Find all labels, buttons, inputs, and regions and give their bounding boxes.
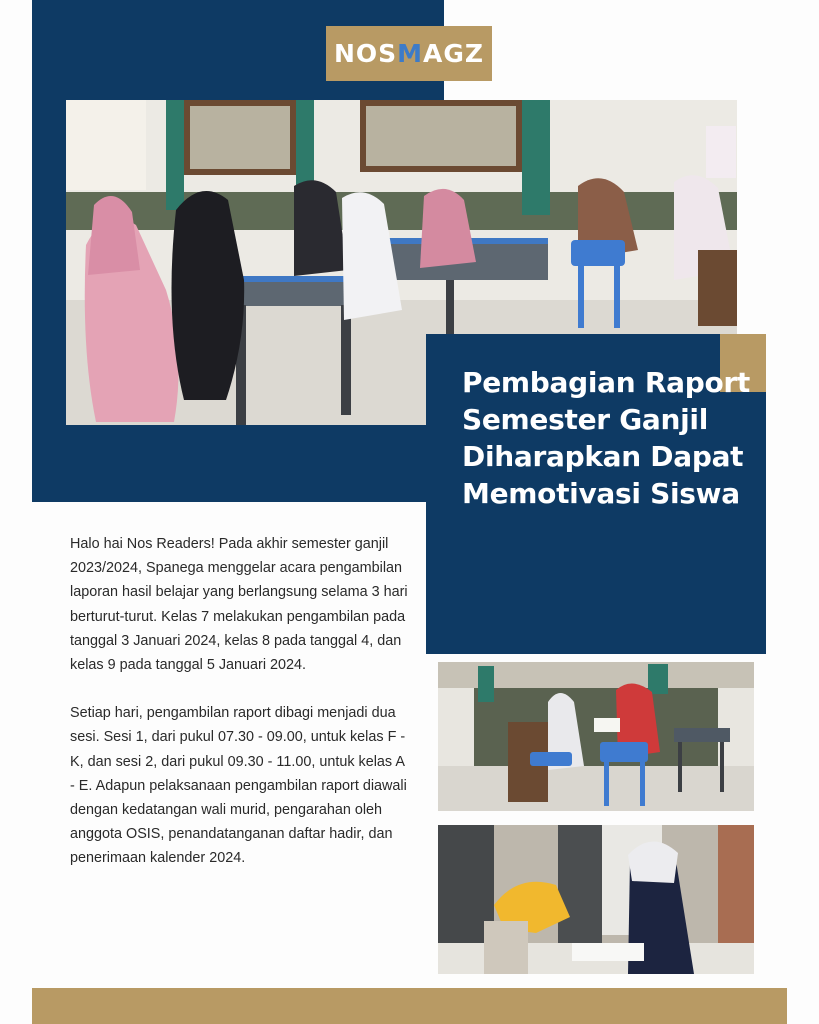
- logo-text-m: M: [397, 39, 424, 68]
- logo-text-right: AGZ: [423, 39, 485, 68]
- signing-attendance-photo: [438, 825, 754, 974]
- gold-footer-bar: [32, 988, 787, 1024]
- logo-text-left: NOS: [333, 39, 398, 68]
- article-paragraph: Halo hai Nos Readers! Pada akhir semester ganjil 2023/2024, Spanega menggelar acara pengambilan laporan hasil belajar yang berlangsung selama 3 hari berturut-turut. Kelas 7 melakukan pengambilan pada tanggal 3 Januari 2024, kelas 8 pada tanggal 4, dan kelas 9 pada tanggal 5 Januari 2024.: [70, 536, 408, 674]
- article-body: [70, 532, 412, 895]
- article-title: Pembagian Raport Semester Ganjil Diharapkan Dapat Memotivasi Siswa: [462, 366, 750, 510]
- nosmagz-logo: [326, 26, 492, 81]
- article-paragraph: Setiap hari, pengambilan raport dibagi menjadi dua sesi. Sesi 1, dari pukul 07.30 - 09.00, untuk kelas F - K, dan sesi 2, dari pukul 09.30 - 11.00, untuk kelas A - E. Adapun pelaksanaan pengambilan raport diawali dengan kedatangan wali murid, pengarahan oleh anggota OSIS, penandatanganan daftar hadir, dan penerimaan kalender 2024.: [70, 705, 407, 867]
- parents-at-desk-photo: [438, 662, 754, 811]
